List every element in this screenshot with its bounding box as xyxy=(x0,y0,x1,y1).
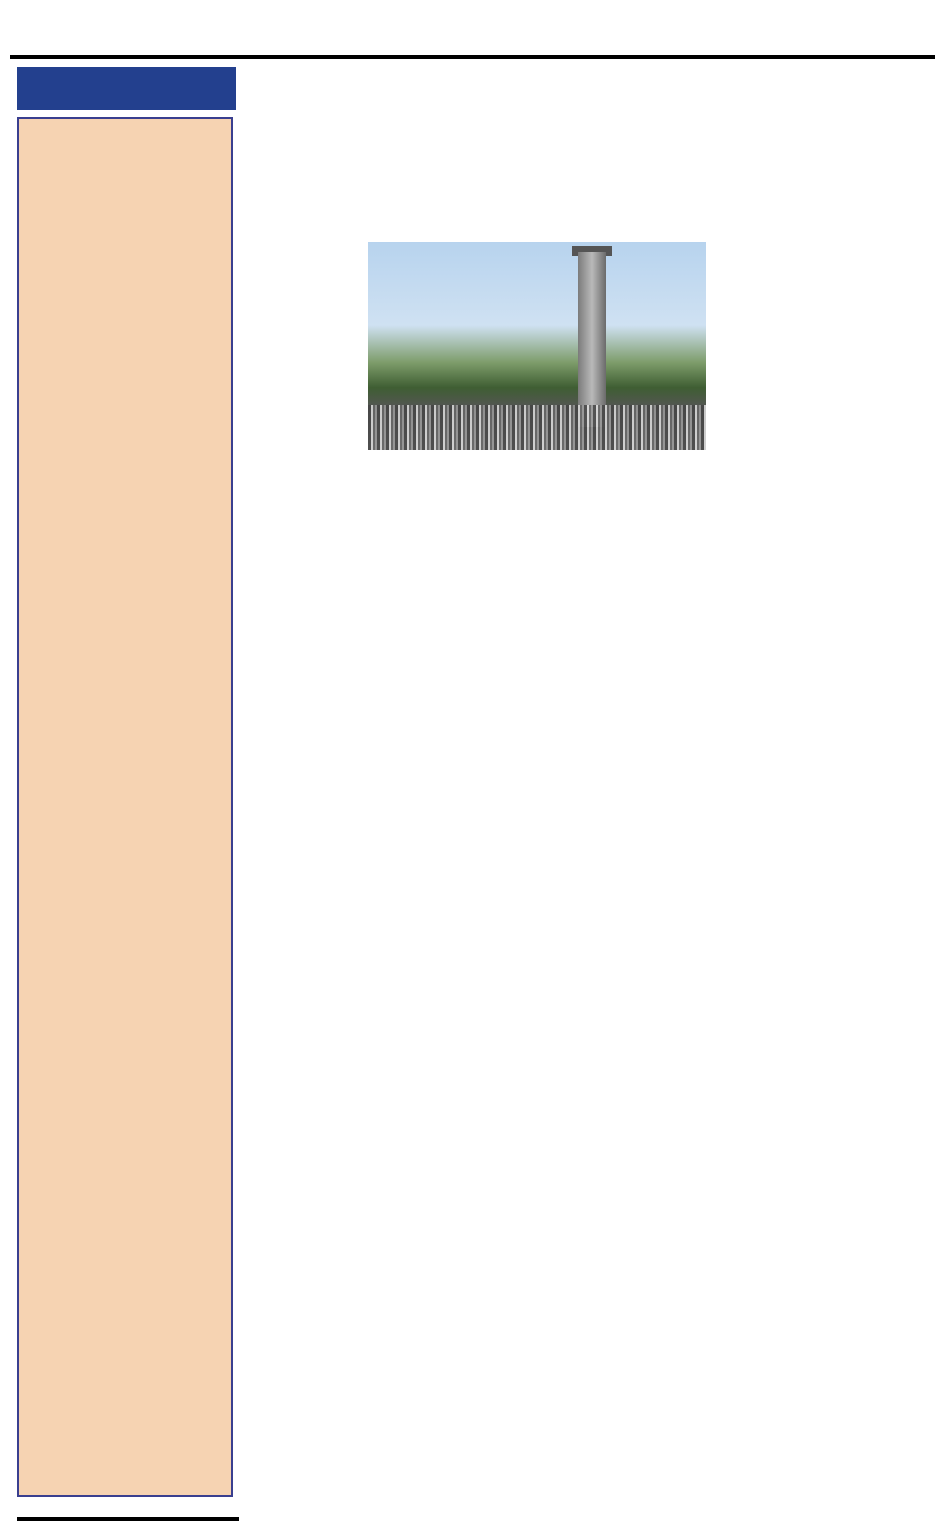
vijay-stambh-photo xyxy=(368,242,706,450)
top-rule xyxy=(10,55,935,59)
article-column-1 xyxy=(246,480,474,1505)
crowd xyxy=(368,405,706,450)
pillar xyxy=(578,252,606,427)
masthead xyxy=(10,18,935,58)
article-col4-top xyxy=(822,238,938,478)
article-col1-top xyxy=(246,238,364,450)
editorial-bottom-rule xyxy=(17,1517,239,1521)
editorial-box xyxy=(17,117,233,1497)
article-column-2 xyxy=(482,480,707,1505)
editorial-section-label xyxy=(17,67,236,110)
